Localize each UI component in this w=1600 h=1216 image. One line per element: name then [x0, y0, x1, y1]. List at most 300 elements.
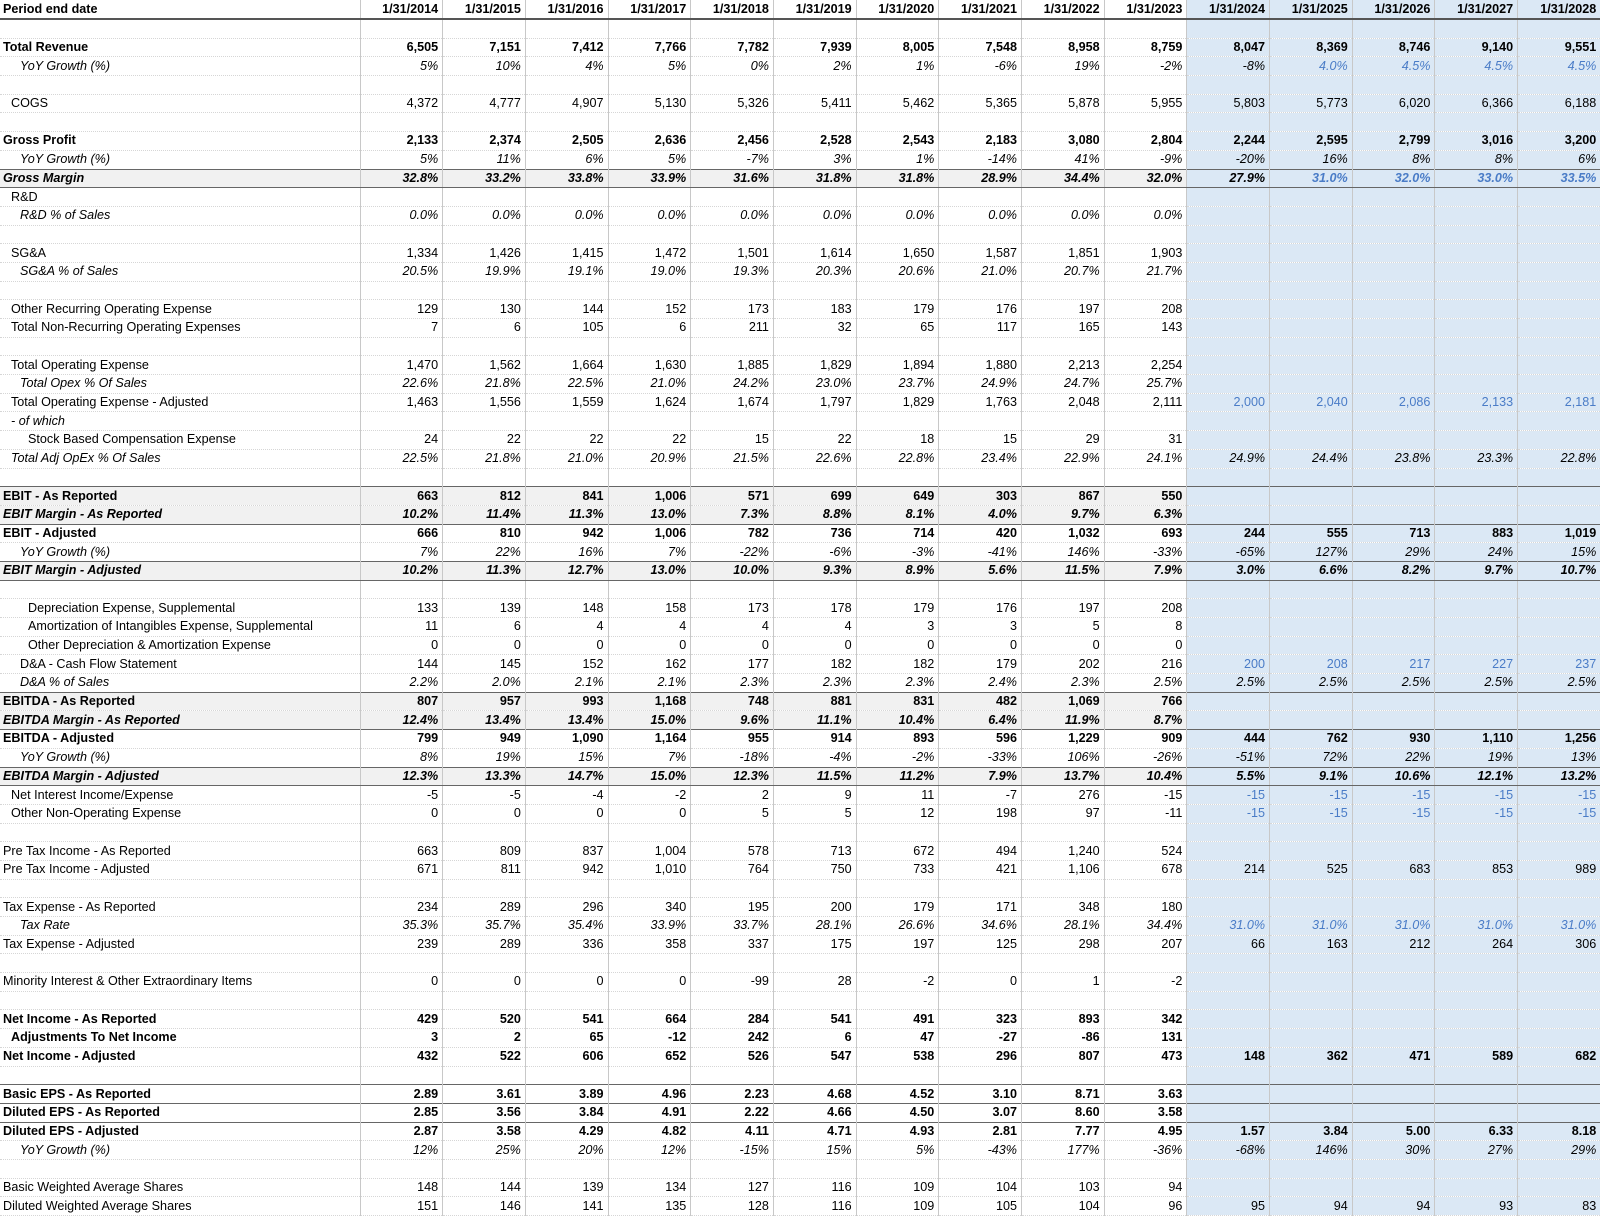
value-cell[interactable]: 106% — [1022, 748, 1105, 767]
value-cell[interactable]: 130 — [443, 300, 526, 319]
value-cell[interactable]: 145 — [443, 655, 526, 674]
value-cell[interactable]: 0% — [691, 57, 774, 76]
value-cell[interactable]: 24 — [360, 431, 443, 450]
forecast-value-cell[interactable] — [1435, 636, 1518, 655]
forecast-value-cell[interactable]: 9.7% — [1435, 561, 1518, 580]
value-cell[interactable]: 200 — [773, 898, 856, 917]
forecast-value-cell[interactable]: 6% — [1518, 150, 1600, 169]
forecast-value-cell[interactable] — [1352, 636, 1435, 655]
forecast-value-cell[interactable]: 22% — [1352, 748, 1435, 767]
value-cell[interactable]: -7 — [939, 786, 1022, 805]
forecast-value-cell[interactable] — [1187, 468, 1270, 487]
value-cell[interactable]: 3.84 — [525, 1103, 608, 1122]
value-cell[interactable]: 1,229 — [1022, 730, 1105, 749]
forecast-value-cell[interactable] — [1352, 244, 1435, 263]
forecast-value-cell[interactable]: 5.5% — [1187, 767, 1270, 786]
forecast-value-cell[interactable]: 1,110 — [1435, 730, 1518, 749]
value-cell[interactable]: 180 — [1104, 898, 1187, 917]
forecast-value-cell[interactable]: 5,773 — [1270, 94, 1353, 113]
value-cell[interactable] — [939, 823, 1022, 842]
value-cell[interactable]: -36% — [1104, 1141, 1187, 1160]
value-cell[interactable]: 2.3% — [691, 674, 774, 693]
value-cell[interactable] — [443, 19, 526, 38]
forecast-value-cell[interactable] — [1518, 954, 1600, 973]
value-cell[interactable]: 10.2% — [360, 505, 443, 524]
value-cell[interactable] — [525, 823, 608, 842]
value-cell[interactable]: -43% — [939, 1141, 1022, 1160]
forecast-value-cell[interactable]: 2,799 — [1352, 132, 1435, 151]
value-cell[interactable] — [443, 188, 526, 207]
value-cell[interactable]: 13.4% — [443, 711, 526, 730]
value-cell[interactable]: 34.4% — [1022, 169, 1105, 188]
value-cell[interactable]: 8.9% — [856, 561, 939, 580]
forecast-value-cell[interactable] — [1352, 431, 1435, 450]
value-cell[interactable]: 23.0% — [773, 375, 856, 394]
value-cell[interactable]: 144 — [525, 300, 608, 319]
row-label[interactable]: SG&A % of Sales — [0, 262, 360, 281]
value-cell[interactable]: 571 — [691, 487, 774, 506]
value-cell[interactable] — [939, 188, 1022, 207]
row-label[interactable]: YoY Growth (%) — [0, 748, 360, 767]
value-cell[interactable]: 11.4% — [443, 505, 526, 524]
forecast-value-cell[interactable]: 1,256 — [1518, 730, 1600, 749]
forecast-value-cell[interactable]: -15 — [1435, 786, 1518, 805]
value-cell[interactable]: 8.1% — [856, 505, 939, 524]
forecast-value-cell[interactable]: 589 — [1435, 1047, 1518, 1066]
forecast-value-cell[interactable] — [1187, 188, 1270, 207]
forecast-value-cell[interactable]: 31.0% — [1518, 917, 1600, 936]
value-cell[interactable]: 202 — [1022, 655, 1105, 674]
forecast-value-cell[interactable]: 146% — [1270, 1141, 1353, 1160]
value-cell[interactable] — [1104, 76, 1187, 95]
row-label[interactable]: EBITDA Margin - As Reported — [0, 711, 360, 730]
value-cell[interactable] — [525, 1159, 608, 1178]
forecast-value-cell[interactable]: 6,020 — [1352, 94, 1435, 113]
value-cell[interactable] — [608, 879, 691, 898]
value-cell[interactable]: 7,412 — [525, 38, 608, 57]
forecast-value-cell[interactable] — [1435, 1010, 1518, 1029]
forecast-value-cell[interactable]: 31.0% — [1187, 917, 1270, 936]
value-cell[interactable]: -2 — [1104, 973, 1187, 992]
value-cell[interactable] — [773, 954, 856, 973]
value-cell[interactable]: 23.7% — [856, 375, 939, 394]
row-label[interactable]: EBITDA Margin - Adjusted — [0, 767, 360, 786]
value-cell[interactable] — [856, 19, 939, 38]
value-cell[interactable]: -2% — [1104, 57, 1187, 76]
value-cell[interactable]: 1,006 — [608, 524, 691, 543]
value-cell[interactable]: 6.4% — [939, 711, 1022, 730]
value-cell[interactable]: 812 — [443, 487, 526, 506]
forecast-value-cell[interactable] — [1435, 431, 1518, 450]
value-cell[interactable]: 1,614 — [773, 244, 856, 263]
value-cell[interactable]: 197 — [856, 935, 939, 954]
value-cell[interactable]: 0 — [608, 973, 691, 992]
value-cell[interactable]: 22 — [608, 431, 691, 450]
value-cell[interactable] — [360, 337, 443, 356]
value-cell[interactable]: 208 — [1104, 599, 1187, 618]
forecast-value-cell[interactable]: 762 — [1270, 730, 1353, 749]
forecast-value-cell[interactable]: -68% — [1187, 1141, 1270, 1160]
value-cell[interactable]: 19.9% — [443, 262, 526, 281]
value-cell[interactable]: 0 — [856, 636, 939, 655]
value-cell[interactable]: 1,829 — [773, 356, 856, 375]
value-cell[interactable]: 11% — [443, 150, 526, 169]
forecast-value-cell[interactable]: 6,366 — [1435, 94, 1518, 113]
forecast-value-cell[interactable] — [1187, 244, 1270, 263]
value-cell[interactable] — [360, 281, 443, 300]
value-cell[interactable]: 4.50 — [856, 1103, 939, 1122]
value-cell[interactable]: 31.6% — [691, 169, 774, 188]
value-cell[interactable]: 11.5% — [773, 767, 856, 786]
value-cell[interactable]: 216 — [1104, 655, 1187, 674]
forecast-value-cell[interactable] — [1270, 973, 1353, 992]
value-cell[interactable]: 1,630 — [608, 356, 691, 375]
value-cell[interactable]: -27 — [939, 1029, 1022, 1048]
value-cell[interactable]: 28.1% — [1022, 917, 1105, 936]
forecast-value-cell[interactable]: 16% — [1270, 150, 1353, 169]
value-cell[interactable]: 4.29 — [525, 1122, 608, 1141]
value-cell[interactable]: 807 — [1022, 1047, 1105, 1066]
forecast-value-cell[interactable]: -15 — [1352, 786, 1435, 805]
value-cell[interactable]: 19% — [1022, 57, 1105, 76]
forecast-value-cell[interactable] — [1352, 319, 1435, 338]
value-cell[interactable] — [939, 113, 1022, 132]
value-cell[interactable]: 993 — [525, 692, 608, 711]
value-cell[interactable]: 1,894 — [856, 356, 939, 375]
value-cell[interactable]: 10.2% — [360, 561, 443, 580]
row-label[interactable]: Other Depreciation & Amortization Expense — [0, 636, 360, 655]
value-cell[interactable] — [1104, 337, 1187, 356]
value-cell[interactable] — [1104, 1159, 1187, 1178]
value-cell[interactable]: 24.1% — [1104, 449, 1187, 468]
value-cell[interactable]: 21.8% — [443, 375, 526, 394]
value-cell[interactable]: 914 — [773, 730, 856, 749]
value-cell[interactable]: 666 — [360, 524, 443, 543]
value-cell[interactable]: -6% — [939, 57, 1022, 76]
value-cell[interactable]: 20.7% — [1022, 262, 1105, 281]
value-cell[interactable]: 664 — [608, 1010, 691, 1029]
value-cell[interactable] — [360, 19, 443, 38]
value-cell[interactable] — [939, 879, 1022, 898]
value-cell[interactable] — [856, 281, 939, 300]
forecast-value-cell[interactable] — [1187, 991, 1270, 1010]
value-cell[interactable]: 7% — [608, 543, 691, 562]
value-cell[interactable] — [525, 76, 608, 95]
value-cell[interactable]: 2.22 — [691, 1103, 774, 1122]
forecast-value-cell[interactable] — [1352, 412, 1435, 431]
forecast-value-cell[interactable] — [1270, 879, 1353, 898]
forecast-value-cell[interactable]: 2.5% — [1518, 674, 1600, 693]
forecast-value-cell[interactable] — [1518, 300, 1600, 319]
value-cell[interactable]: 144 — [360, 655, 443, 674]
forecast-value-cell[interactable] — [1435, 505, 1518, 524]
forecast-value-cell[interactable]: 227 — [1435, 655, 1518, 674]
value-cell[interactable]: 1,334 — [360, 244, 443, 263]
value-cell[interactable]: 173 — [691, 599, 774, 618]
value-cell[interactable] — [856, 225, 939, 244]
value-cell[interactable]: 173 — [691, 300, 774, 319]
value-cell[interactable]: 1,674 — [691, 393, 774, 412]
value-cell[interactable] — [1022, 225, 1105, 244]
value-cell[interactable]: 6% — [525, 150, 608, 169]
value-cell[interactable]: 5 — [691, 804, 774, 823]
value-cell[interactable] — [691, 113, 774, 132]
forecast-value-cell[interactable]: 94 — [1352, 1197, 1435, 1216]
forecast-value-cell[interactable] — [1352, 337, 1435, 356]
value-cell[interactable]: 2,636 — [608, 132, 691, 151]
value-cell[interactable]: 671 — [360, 860, 443, 879]
forecast-value-cell[interactable] — [1187, 1010, 1270, 1029]
value-cell[interactable]: 11.5% — [1022, 561, 1105, 580]
forecast-value-cell[interactable]: 212 — [1352, 935, 1435, 954]
value-cell[interactable] — [443, 823, 526, 842]
value-cell[interactable] — [525, 225, 608, 244]
forecast-value-cell[interactable]: 3.0% — [1187, 561, 1270, 580]
value-cell[interactable]: 7,548 — [939, 38, 1022, 57]
value-cell[interactable]: 28.9% — [939, 169, 1022, 188]
value-cell[interactable]: 12.7% — [525, 561, 608, 580]
value-cell[interactable]: 2.5% — [1104, 674, 1187, 693]
forecast-value-cell[interactable]: 2,040 — [1270, 393, 1353, 412]
value-cell[interactable]: 693 — [1104, 524, 1187, 543]
value-cell[interactable] — [939, 1066, 1022, 1085]
value-cell[interactable]: 8% — [360, 748, 443, 767]
value-cell[interactable]: 139 — [525, 1178, 608, 1197]
value-cell[interactable]: 5 — [773, 804, 856, 823]
value-cell[interactable]: -86 — [1022, 1029, 1105, 1048]
forecast-value-cell[interactable] — [1518, 505, 1600, 524]
value-cell[interactable]: -15% — [691, 1141, 774, 1160]
value-cell[interactable] — [691, 337, 774, 356]
value-cell[interactable]: 15% — [773, 1141, 856, 1160]
forecast-value-cell[interactable] — [1352, 954, 1435, 973]
forecast-value-cell[interactable]: 444 — [1187, 730, 1270, 749]
value-cell[interactable]: 713 — [773, 842, 856, 861]
value-cell[interactable]: 133 — [360, 599, 443, 618]
value-cell[interactable]: 4 — [525, 618, 608, 637]
value-cell[interactable]: 2.23 — [691, 1085, 774, 1104]
value-cell[interactable]: 11.3% — [525, 505, 608, 524]
value-cell[interactable]: 526 — [691, 1047, 774, 1066]
value-cell[interactable]: 2 — [443, 1029, 526, 1048]
value-cell[interactable] — [691, 580, 774, 599]
value-cell[interactable] — [856, 113, 939, 132]
value-cell[interactable]: 14.7% — [525, 767, 608, 786]
forecast-value-cell[interactable] — [1352, 206, 1435, 225]
value-cell[interactable]: 0.0% — [1022, 206, 1105, 225]
value-cell[interactable]: 284 — [691, 1010, 774, 1029]
value-cell[interactable]: 2,254 — [1104, 356, 1187, 375]
forecast-value-cell[interactable]: 9,551 — [1518, 38, 1600, 57]
forecast-value-cell[interactable] — [1518, 431, 1600, 450]
forecast-value-cell[interactable] — [1352, 599, 1435, 618]
forecast-value-cell[interactable] — [1270, 319, 1353, 338]
forecast-value-cell[interactable]: 24.4% — [1270, 449, 1353, 468]
forecast-value-cell[interactable] — [1518, 842, 1600, 861]
forecast-value-cell[interactable]: 15% — [1518, 543, 1600, 562]
value-cell[interactable]: 2,543 — [856, 132, 939, 151]
value-cell[interactable]: 4,907 — [525, 94, 608, 113]
value-cell[interactable] — [773, 337, 856, 356]
value-cell[interactable]: 21.8% — [443, 449, 526, 468]
value-cell[interactable]: 33.2% — [443, 169, 526, 188]
forecast-value-cell[interactable] — [1187, 206, 1270, 225]
forecast-value-cell[interactable]: 2,244 — [1187, 132, 1270, 151]
row-label[interactable] — [0, 991, 360, 1010]
forecast-value-cell[interactable]: 8,746 — [1352, 38, 1435, 57]
forecast-value-cell[interactable]: 8,369 — [1270, 38, 1353, 57]
row-label[interactable] — [0, 468, 360, 487]
value-cell[interactable] — [525, 1066, 608, 1085]
forecast-value-cell[interactable] — [1435, 1159, 1518, 1178]
value-cell[interactable] — [939, 954, 1022, 973]
value-cell[interactable] — [691, 225, 774, 244]
row-label[interactable]: R&D % of Sales — [0, 206, 360, 225]
row-label[interactable]: YoY Growth (%) — [0, 150, 360, 169]
value-cell[interactable] — [525, 991, 608, 1010]
value-cell[interactable]: 524 — [1104, 842, 1187, 861]
row-label[interactable] — [0, 1159, 360, 1178]
forecast-value-cell[interactable] — [1518, 879, 1600, 898]
value-cell[interactable]: 3 — [856, 618, 939, 637]
value-cell[interactable]: 2,374 — [443, 132, 526, 151]
value-cell[interactable] — [1022, 991, 1105, 1010]
forecast-value-cell[interactable]: -15 — [1187, 804, 1270, 823]
value-cell[interactable]: 5,462 — [856, 94, 939, 113]
value-cell[interactable]: 6 — [443, 618, 526, 637]
forecast-value-cell[interactable] — [1352, 842, 1435, 861]
forecast-value-cell[interactable] — [1187, 1085, 1270, 1104]
value-cell[interactable]: 242 — [691, 1029, 774, 1048]
value-cell[interactable]: 31 — [1104, 431, 1187, 450]
forecast-value-cell[interactable] — [1187, 487, 1270, 506]
row-label[interactable] — [0, 1066, 360, 1085]
forecast-value-cell[interactable]: 362 — [1270, 1047, 1353, 1066]
forecast-value-cell[interactable] — [1435, 879, 1518, 898]
value-cell[interactable]: 748 — [691, 692, 774, 711]
value-cell[interactable]: 198 — [939, 804, 1022, 823]
value-cell[interactable]: -18% — [691, 748, 774, 767]
forecast-value-cell[interactable]: 6,188 — [1518, 94, 1600, 113]
value-cell[interactable] — [443, 412, 526, 431]
forecast-value-cell[interactable] — [1518, 19, 1600, 38]
value-cell[interactable]: -9% — [1104, 150, 1187, 169]
value-cell[interactable]: 4 — [773, 618, 856, 637]
forecast-value-cell[interactable] — [1270, 487, 1353, 506]
period-header-cell-forecast[interactable]: 1/31/2025 — [1270, 0, 1353, 19]
value-cell[interactable]: 421 — [939, 860, 1022, 879]
value-cell[interactable]: 1,472 — [608, 244, 691, 263]
forecast-value-cell[interactable] — [1352, 618, 1435, 637]
value-cell[interactable]: 1% — [856, 57, 939, 76]
forecast-value-cell[interactable] — [1435, 300, 1518, 319]
value-cell[interactable]: 104 — [939, 1178, 1022, 1197]
value-cell[interactable]: 6,505 — [360, 38, 443, 57]
value-cell[interactable] — [1022, 1066, 1105, 1085]
forecast-value-cell[interactable]: 471 — [1352, 1047, 1435, 1066]
value-cell[interactable]: 22.6% — [360, 375, 443, 394]
row-label[interactable]: Amortization of Intangibles Expense, Supplemental — [0, 618, 360, 637]
value-cell[interactable] — [691, 19, 774, 38]
forecast-value-cell[interactable] — [1270, 206, 1353, 225]
forecast-value-cell[interactable] — [1352, 580, 1435, 599]
value-cell[interactable]: 13.0% — [608, 561, 691, 580]
value-cell[interactable]: -11 — [1104, 804, 1187, 823]
value-cell[interactable] — [1022, 1159, 1105, 1178]
forecast-value-cell[interactable] — [1352, 1159, 1435, 1178]
value-cell[interactable]: 2.85 — [360, 1103, 443, 1122]
value-cell[interactable]: 24.2% — [691, 375, 774, 394]
value-cell[interactable]: 33.9% — [608, 169, 691, 188]
value-cell[interactable] — [856, 468, 939, 487]
value-cell[interactable]: 105 — [939, 1197, 1022, 1216]
value-cell[interactable] — [1022, 19, 1105, 38]
value-cell[interactable]: 0 — [939, 636, 1022, 655]
forecast-value-cell[interactable] — [1435, 842, 1518, 861]
row-label[interactable] — [0, 879, 360, 898]
row-label[interactable]: Diluted EPS - Adjusted — [0, 1122, 360, 1141]
value-cell[interactable]: 26.6% — [856, 917, 939, 936]
value-cell[interactable]: 103 — [1022, 1178, 1105, 1197]
forecast-value-cell[interactable]: 19% — [1435, 748, 1518, 767]
forecast-value-cell[interactable] — [1270, 636, 1353, 655]
row-label[interactable]: COGS — [0, 94, 360, 113]
forecast-value-cell[interactable] — [1435, 337, 1518, 356]
value-cell[interactable]: 5% — [856, 1141, 939, 1160]
value-cell[interactable]: 6.3% — [1104, 505, 1187, 524]
row-label[interactable]: Minority Interest & Other Extraordinary Items — [0, 973, 360, 992]
row-label[interactable]: Total Opex % Of Sales — [0, 375, 360, 394]
value-cell[interactable]: 1,501 — [691, 244, 774, 263]
value-cell[interactable]: 1,559 — [525, 393, 608, 412]
value-cell[interactable]: 22% — [443, 543, 526, 562]
value-cell[interactable]: 20% — [525, 1141, 608, 1160]
value-cell[interactable]: 197 — [1022, 599, 1105, 618]
row-label[interactable]: Basic EPS - As Reported — [0, 1085, 360, 1104]
forecast-value-cell[interactable] — [1518, 206, 1600, 225]
forecast-value-cell[interactable]: 9.1% — [1270, 767, 1353, 786]
value-cell[interactable]: 182 — [773, 655, 856, 674]
forecast-value-cell[interactable] — [1270, 954, 1353, 973]
value-cell[interactable] — [1022, 76, 1105, 95]
value-cell[interactable]: 116 — [773, 1197, 856, 1216]
value-cell[interactable]: 234 — [360, 898, 443, 917]
value-cell[interactable]: -12 — [608, 1029, 691, 1048]
value-cell[interactable]: 21.5% — [691, 449, 774, 468]
forecast-value-cell[interactable] — [1435, 954, 1518, 973]
period-header-cell[interactable]: 1/31/2021 — [939, 0, 1022, 19]
forecast-value-cell[interactable]: 4.5% — [1352, 57, 1435, 76]
value-cell[interactable]: 831 — [856, 692, 939, 711]
value-cell[interactable]: 4,372 — [360, 94, 443, 113]
value-cell[interactable] — [443, 1066, 526, 1085]
forecast-value-cell[interactable]: 208 — [1270, 655, 1353, 674]
value-cell[interactable] — [608, 412, 691, 431]
row-label[interactable]: Net Income - Adjusted — [0, 1047, 360, 1066]
value-cell[interactable]: 0 — [443, 973, 526, 992]
value-cell[interactable]: 28.1% — [773, 917, 856, 936]
value-cell[interactable]: 841 — [525, 487, 608, 506]
value-cell[interactable]: 4.66 — [773, 1103, 856, 1122]
forecast-value-cell[interactable] — [1270, 823, 1353, 842]
value-cell[interactable]: 33.7% — [691, 917, 774, 936]
value-cell[interactable]: 2,456 — [691, 132, 774, 151]
value-cell[interactable]: 2.89 — [360, 1085, 443, 1104]
row-label[interactable]: YoY Growth (%) — [0, 1141, 360, 1160]
period-header-cell[interactable]: 1/31/2016 — [525, 0, 608, 19]
value-cell[interactable] — [608, 991, 691, 1010]
value-cell[interactable]: 35.4% — [525, 917, 608, 936]
